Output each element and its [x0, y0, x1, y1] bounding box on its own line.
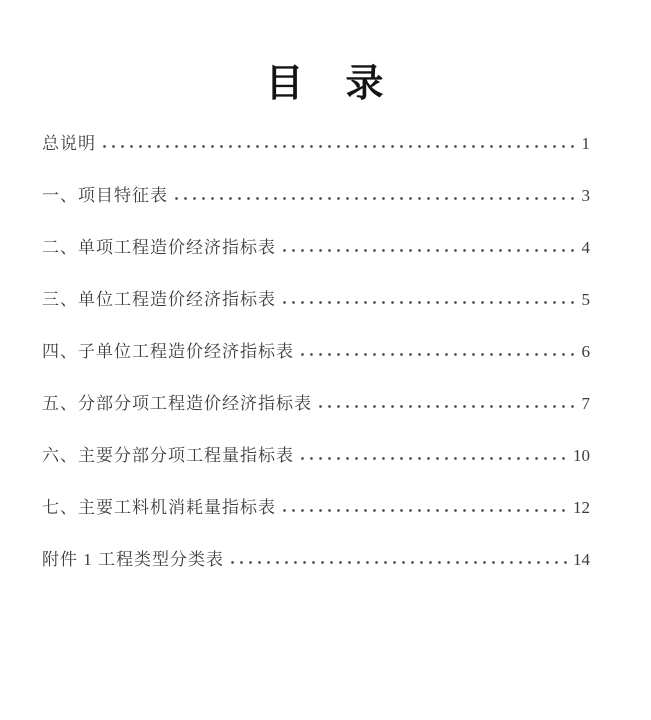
dot-leader: [280, 508, 568, 513]
toc-entry-page-number: 3: [581, 186, 590, 205]
toc-entry-label: 一、项目特征表: [42, 186, 168, 205]
toc-entry: [42, 133, 590, 155]
dot-leader: [100, 144, 577, 149]
toc-entry: [42, 497, 590, 519]
dot-leader: [280, 248, 577, 253]
dot-leader: [316, 404, 577, 409]
toc-entry-page-number: 4: [581, 238, 590, 257]
toc-entry-label: 六、主要分部分项工程量指标表: [42, 446, 294, 465]
toc-entry-page-number: 7: [581, 394, 590, 413]
dot-leader: [298, 352, 577, 357]
toc-entry-label: 四、子单位工程造价经济指标表: [42, 342, 294, 361]
toc-entry-page-number: 10: [573, 446, 590, 465]
toc-entry-page-number: 6: [581, 342, 590, 361]
toc-entry-label: 二、单项工程造价经济指标表: [42, 238, 276, 257]
document-page: [0, 62, 651, 720]
toc-entry: [42, 237, 590, 259]
toc-entry: [42, 185, 590, 207]
toc-entry: [42, 445, 590, 467]
toc-entry-label: 七、主要工料机消耗量指标表: [42, 498, 276, 517]
toc-entry-page-number: 1: [581, 134, 590, 153]
dot-leader: [228, 560, 568, 565]
toc-entry: [42, 393, 590, 415]
toc-entry-page-number: 14: [573, 550, 590, 569]
dot-leader: [298, 456, 568, 461]
page-title: 目 录: [265, 63, 386, 105]
table-of-contents: [42, 133, 590, 571]
toc-entry-label: 附件 1 工程类型分类表: [42, 550, 224, 569]
dot-leader: [280, 300, 577, 305]
toc-entry: [42, 289, 590, 311]
toc-entry: [42, 549, 590, 571]
toc-entry-page-number: 12: [573, 498, 590, 517]
toc-entry-label: 五、分部分项工程造价经济指标表: [42, 394, 312, 413]
toc-entry: [42, 341, 590, 363]
toc-entry-label: 总说明: [42, 134, 96, 153]
dot-leader: [172, 196, 577, 201]
toc-entry-label: 三、单位工程造价经济指标表: [42, 290, 276, 309]
toc-entry-page-number: 5: [581, 290, 590, 309]
